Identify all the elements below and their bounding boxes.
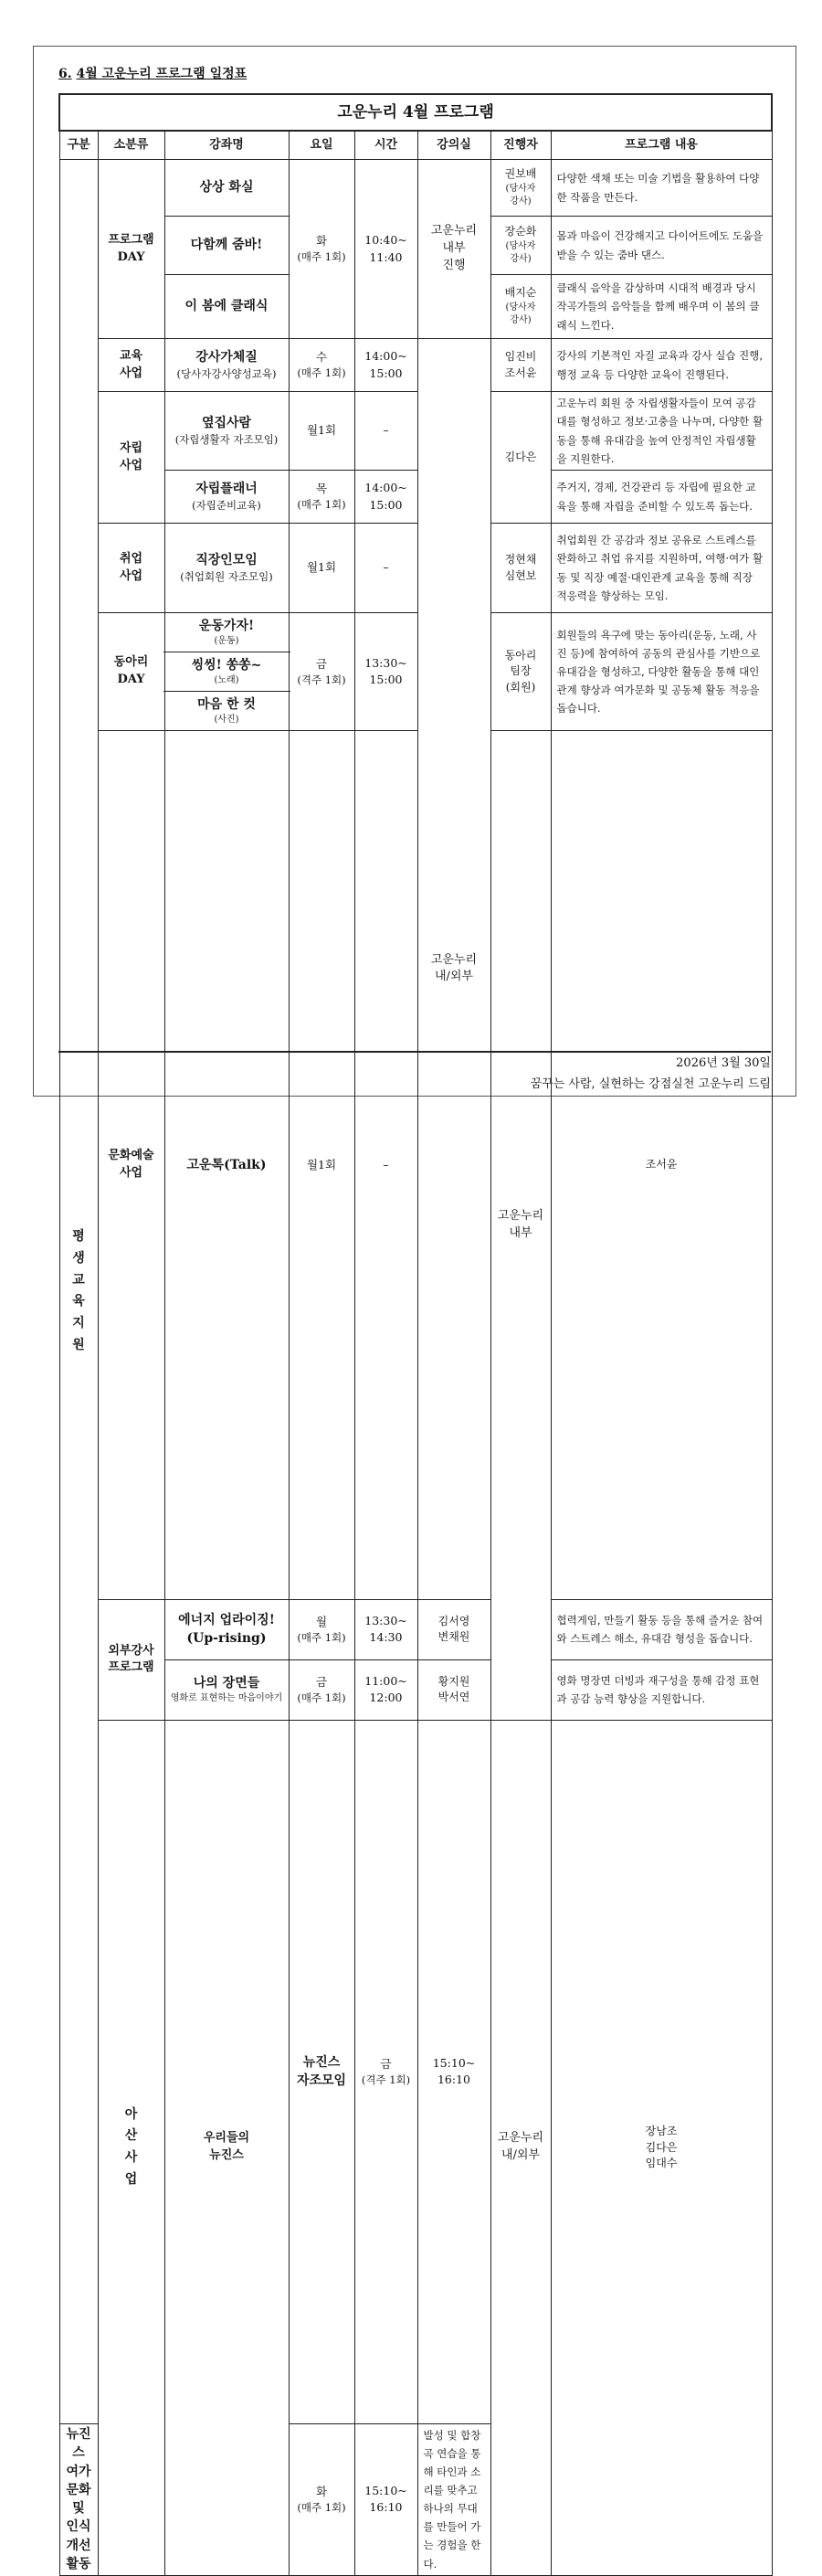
description: 고운누리 회원 중 자립생활자들이 모여 공감대를 형성하고 정보·고충을 나누며, 다양한 활동을 통해 유대감을 높여 안정적인 자립생활을 지원한다.: [551, 392, 772, 471]
col-header: 강좌명: [164, 131, 289, 160]
subcategory: 외부강사 프로그램: [98, 1599, 164, 1720]
course-cell: [164, 471, 289, 524]
day: 화: [315, 2484, 328, 2498]
room: 고운누리 내/외부: [417, 339, 490, 1600]
day-cell: [289, 471, 354, 524]
heading-text: 4월 고운누리 프로그램 일정표: [76, 67, 248, 81]
table-row: [59, 731, 772, 1600]
course-cell: [164, 339, 289, 392]
course-cell: [164, 392, 289, 471]
course-cell: [164, 613, 289, 731]
col-header: 소분류: [98, 131, 164, 160]
staff: 임진비 조서윤: [490, 339, 551, 392]
course-note: (당사자강사양성교육): [176, 367, 277, 381]
staff-cell: [490, 275, 551, 339]
staff: 조서윤: [551, 731, 772, 1600]
room: 고운누리 내부: [490, 731, 551, 1721]
course-name: 마음 한 컷: [197, 696, 256, 712]
club-course: [165, 613, 289, 652]
staff: 정현채 심현보: [490, 524, 551, 613]
course-note: (취업회원 자조모임): [180, 570, 273, 584]
course-note: (노래): [214, 674, 239, 685]
room: 고운누리 내부 진행: [417, 160, 490, 339]
table-row: [59, 339, 772, 392]
day-cell: [354, 1720, 417, 2423]
course-name: 강사가체질: [195, 350, 258, 366]
course-name: 자립플래너: [195, 482, 258, 497]
description: 회원들의 욕구에 맞는 동아리(운동, 노래, 사진 등)에 참여하여 공동의 관심사를 기반으로 유대감을 형성하고, 다양한 활동을 통해 대인관계 향상과 여가문화 및 공동체 활동 적응을 돕습니다.: [551, 613, 772, 731]
day: 금: [315, 656, 328, 671]
table-row: [59, 524, 772, 613]
table-row: [59, 1720, 772, 2423]
subcategory: 교육 사업: [98, 339, 164, 392]
course-name: 상상 화실: [164, 160, 289, 217]
description: 강사의 기본적인 자질 교육과 강사 실습 진행, 행정 교육 등 다양한 교육이 진행된다.: [551, 339, 772, 392]
course-name: 나의 장면들: [193, 1675, 260, 1691]
day: 금: [380, 2056, 392, 2071]
course-name: 씽씽! 쏭쏭~: [191, 657, 262, 673]
staff: 권보배: [504, 167, 537, 181]
table-row: [59, 1659, 772, 1720]
col-header: 시간: [354, 131, 417, 160]
table-row: [59, 160, 772, 217]
time: –: [354, 524, 417, 613]
staff-cell: [490, 160, 551, 217]
staff-note: (회원): [505, 680, 536, 694]
course-name: 옆집사람: [201, 416, 252, 431]
room: 고운누리 내/외부: [490, 1720, 551, 2575]
time: 10:40~ 11:40: [354, 160, 417, 339]
group-label: 아 산 사 업: [98, 1720, 164, 2575]
description: 발성 및 합창곡 연습을 통해 타인과 소리를 맞추고 하나의 무대를 만들어 가는 경험을 한다.: [417, 2423, 490, 2575]
course-note: 영화로 표현하는 마음이야기: [170, 1693, 283, 1704]
day-note: (격주 1회): [361, 2072, 411, 2086]
course-name: 운동가자!: [198, 618, 255, 633]
staff-cell: [490, 217, 551, 275]
table-row: [59, 1599, 772, 1659]
subcategory: 우리들의 뉴진스: [164, 1720, 289, 2575]
staff: 장남조 김다은 임대수: [551, 1720, 772, 2575]
course-name: 고운톡(Talk): [164, 731, 289, 1600]
day: 월1회: [289, 524, 354, 613]
subcategory: 문화예술 사업: [98, 731, 164, 1600]
time: 14:00~ 15:00: [354, 471, 417, 524]
footer-date: 2026년 3월 30일: [676, 1056, 771, 1070]
staff: 김서영 변채원: [417, 1599, 490, 1659]
course-name: 뉴진스 자조모임: [289, 1720, 354, 2423]
table-row: [59, 392, 772, 471]
staff: 황지원 박서연: [417, 1659, 490, 1720]
course-note: (자립준비교육): [192, 499, 261, 513]
day-cell: [289, 160, 354, 339]
subcategory: 프로그램 DAY: [98, 160, 164, 339]
day: 금: [315, 1674, 328, 1689]
header-row: [59, 131, 772, 160]
table-title: 고운누리 4월 프로그램: [59, 94, 772, 131]
day: 월1회: [289, 392, 354, 471]
description: 취업회원 간 공감과 정보 공유로 스트레스를 완화하고 취업 유지를 지원하며, 여행·여가 활동 및 직장 예절·대인관계 교육을 통해 직장 적응력을 향상하는 모임.: [551, 524, 772, 613]
group-label: 평 생 교 육 지 원: [59, 160, 98, 2424]
staff-cell: [490, 613, 551, 731]
footer: [58, 1051, 771, 1097]
time: 13:30~ 14:30: [354, 1599, 417, 1659]
course-cell: [164, 1659, 289, 1720]
day-note: (매주 1회): [297, 1691, 346, 1705]
description: 몸과 마음이 건강해지고 다이어트에도 도움을 받을 수 있는 줌바 댄스.: [551, 217, 772, 275]
time: 14:00~ 15:00: [354, 339, 417, 392]
course-name: 직장인모임: [195, 553, 258, 568]
course-note: (자립생활자 자조모임): [174, 433, 279, 447]
description: 주거지, 경제, 건강관리 등 자립에 필요한 교육을 통해 자립을 준비할 수 있도록 돕는다.: [551, 471, 772, 524]
day: 월1회: [289, 731, 354, 1600]
day: 화: [315, 234, 328, 249]
day-note: (매주 1회): [297, 498, 346, 512]
day-cell: [289, 613, 354, 731]
footer-signature: 꿈꾸는 사람, 실현하는 강점실천 고운누리 드림: [530, 1077, 771, 1092]
club-course: [165, 652, 289, 691]
subcategory: 자립 사업: [98, 392, 164, 524]
club-course: [165, 692, 289, 730]
day: 월: [315, 1614, 328, 1628]
staff: 김다은: [490, 392, 551, 524]
time: 15:10~ 16:10: [417, 1720, 490, 2423]
day-note: (격주 1회): [297, 673, 346, 686]
description: 협력게임, 만들기 활동 등을 통해 즐거운 참여와 스트레스 해소, 유대감 형성을 돕습니다.: [551, 1599, 772, 1659]
day-cell: [289, 339, 354, 392]
staff: 배지순: [504, 286, 537, 300]
col-header: 요일: [289, 131, 354, 160]
section-heading: [58, 64, 247, 82]
col-header: 진행자: [490, 131, 551, 160]
staff-note: (당사자 강사): [505, 240, 536, 265]
day-note: (매주 1회): [297, 250, 346, 264]
day-cell: [289, 1599, 354, 1659]
day: 목: [315, 482, 328, 496]
course-cell: [164, 524, 289, 613]
day-cell: [289, 1659, 354, 1720]
table-row: [59, 471, 772, 524]
subcategory: 동아리 DAY: [98, 613, 164, 731]
col-header: 강의실: [417, 131, 490, 160]
description: 다양한 색채 또는 미술 기법을 활용하여 다양한 작품을 만든다.: [551, 160, 772, 217]
schedule-table: [58, 93, 773, 2576]
course-note: (사진): [214, 714, 239, 725]
time: 11:00~ 12:00: [354, 1659, 417, 1720]
course-name: 다함께 줌바!: [164, 217, 289, 275]
day-note: (매주 1회): [297, 1631, 346, 1645]
day: 수: [315, 350, 328, 365]
staff: 동아리 팀장: [504, 648, 537, 678]
time: 15:10~ 16:10: [354, 2423, 417, 2575]
course-name: 이 봄에 클래식: [164, 275, 289, 339]
description: 클래식 음악을 감상하며 시대적 배경과 당시 작곡가들의 음악들을 함께 배우며 이 봄의 클래식 느낀다.: [551, 275, 772, 339]
heading-number: 6.: [58, 67, 72, 81]
day-note: (매주 1회): [297, 2500, 346, 2514]
time: 13:30~ 15:00: [354, 613, 417, 731]
col-header: 프로그램 내용: [551, 131, 772, 160]
course-name: 에너지 업라이징! (Up-rising): [164, 1599, 289, 1659]
time: –: [354, 731, 417, 1600]
day-cell: [289, 2423, 354, 2575]
col-header: 구분: [59, 131, 98, 160]
description: 영화 명장면 더빙과 재구성을 통해 감정 표현과 공감 능력 향상을 지원합니다.: [551, 1659, 772, 1720]
subcategory: 취업 사업: [98, 524, 164, 613]
staff-note: (당사자 강사): [505, 183, 536, 207]
staff-note: (당사자 강사): [505, 302, 536, 326]
staff: 장순화: [504, 225, 537, 239]
time: –: [354, 392, 417, 471]
day-note: (매주 1회): [297, 366, 346, 380]
table-row: [59, 613, 772, 731]
course-name: 뉴진스 여가문화 및 인식개선활동: [59, 2423, 98, 2575]
course-note: (운동): [214, 635, 239, 646]
